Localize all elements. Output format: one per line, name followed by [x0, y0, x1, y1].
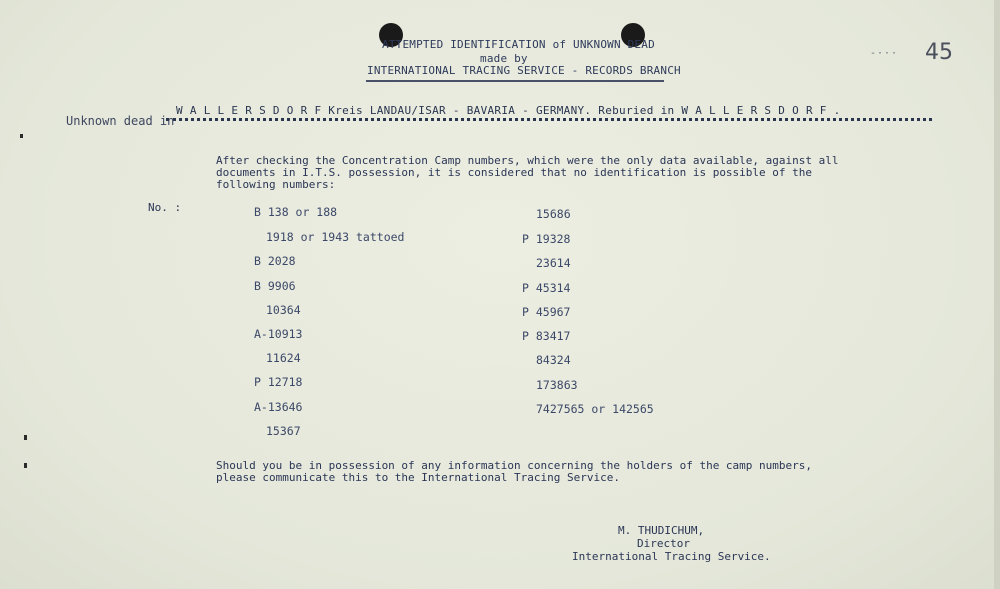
numbers-label: No. : — [148, 201, 182, 214]
camp-number: P 19328 — [522, 232, 571, 246]
branch-line: INTERNATIONAL TRACING SERVICE - RECORDS BRANCH — [367, 64, 681, 77]
camp-number: 15367 — [266, 424, 301, 438]
unknown-dead-label: Unknown dead in — [66, 114, 175, 128]
camp-number: P 45314 — [522, 281, 571, 295]
location-value: W A L L E R S D O R F Kreis LANDAU/ISAR - BAVARIA - GERMANY. Reburied in W A L L E R S D O R F . — [176, 104, 841, 117]
intro-line-3: following numbers: — [216, 178, 336, 191]
camp-number: 10364 — [266, 303, 301, 317]
page-number: 45 — [925, 40, 953, 65]
camp-number: B 138 or 188 — [254, 205, 338, 219]
camp-number: P 83417 — [522, 329, 571, 343]
margin-speck — [20, 134, 23, 138]
dotted-rule — [166, 118, 932, 121]
camp-number: B 2028 — [254, 254, 296, 268]
camp-number: A-10913 — [254, 327, 303, 341]
camp-number: A-13646 — [254, 400, 303, 414]
signature-role: Director — [637, 537, 690, 550]
margin-speck — [24, 463, 27, 468]
camp-number: 84324 — [536, 353, 571, 367]
margin-speck — [24, 435, 27, 440]
camp-number: 173863 — [536, 378, 578, 392]
camp-number: 15686 — [536, 207, 571, 221]
page-mark: -··· — [870, 48, 899, 59]
closing-line-2: please communicate this to the International Tracing Service. — [216, 471, 620, 484]
camp-number: P 12718 — [254, 375, 303, 389]
signature-org: International Tracing Service. — [572, 550, 771, 563]
camp-number: P 45967 — [522, 305, 571, 319]
header-underline — [366, 80, 664, 82]
camp-number: 23614 — [536, 256, 571, 270]
intro-line-2: documents in I.T.S. possession, it is considered that no identification is possible of the — [216, 166, 813, 179]
camp-number: 11624 — [266, 351, 301, 365]
camp-number: 1918 or 1943 tattoed — [266, 230, 405, 244]
paper-edge — [994, 0, 1000, 589]
signature-name: M. THUDICHUM, — [618, 524, 705, 537]
intro-line-1: After checking the Concentration Camp numbers, which were the only data available, against all — [216, 154, 839, 167]
closing-line-1: Should you be in possession of any information concerning the holders of the camp numbers, — [216, 459, 813, 472]
made-by-line: made by — [480, 52, 528, 65]
camp-number: B 9906 — [254, 279, 296, 293]
document-title: ATTEMPTED IDENTIFICATION of UNKNOWN DEAD — [382, 38, 655, 51]
camp-number: 7427565 or 142565 — [536, 402, 654, 416]
